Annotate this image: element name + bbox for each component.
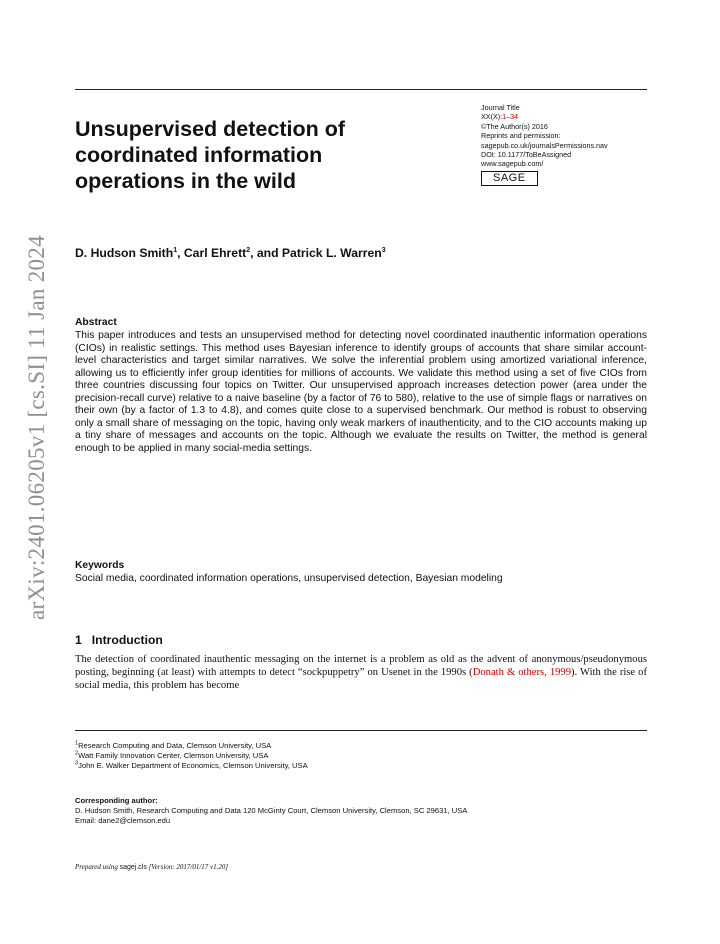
author-list xyxy=(75,246,386,260)
corresponding-email: Email: dane2@clemson.edu xyxy=(75,816,171,825)
journal-volume: XX(X): xyxy=(481,112,503,122)
author-separator: , and xyxy=(250,246,282,260)
sage-logo: SAGE xyxy=(481,171,538,186)
introduction-paragraph xyxy=(75,654,647,693)
journal-pages xyxy=(481,112,608,121)
page-footer xyxy=(75,863,228,871)
affiliation-item xyxy=(75,761,308,771)
journal-info xyxy=(481,103,608,186)
footer-prefix: Prepared using xyxy=(75,863,120,871)
affiliations xyxy=(75,741,308,771)
corresponding-address: D. Hudson Smith, Research Computing and Data 120 McGinty Court, Clemson University, Clemson, SC 29631, USA xyxy=(75,806,468,815)
intro-text-before: The detection of coordinated inauthentic messaging on the internet is a problem as old as the advent of anonymous/pseudonymous posting, beginning (at least) with attempts to detect “sockpuppetry” on Usenet in the 1990s ( xyxy=(75,654,647,678)
journal-copyright: ©The Author(s) 2016 xyxy=(481,121,548,131)
keywords-text: Social media, coordinated information operations, unsupervised detection, Bayesian modeling xyxy=(75,573,503,584)
section-heading-introduction xyxy=(75,633,163,647)
footer-version: [Version: 2017/01/17 v1.20] xyxy=(146,863,229,871)
author-name: Carl Ehrett xyxy=(183,246,247,260)
section-title: Introduction xyxy=(91,633,163,647)
footer-cls: sagej.cls xyxy=(119,864,147,871)
affiliation-sup: 2 xyxy=(75,750,79,757)
journal-reprints-url: sagepub.co.uk/journalsPermissions.nav xyxy=(481,140,608,150)
paper-title: Unsupervised detection of coordinated information operations in the wild xyxy=(75,117,345,193)
journal-name: Journal Title xyxy=(481,103,520,112)
abstract-text: This paper introduces and tests an unsupervised method for detecting novel coordinated inauthentic information operations (CIOs) in realistic settings. This method uses Bayesian inference to identify groups of accounts that share similar account-level characteristics and target similar narratives. We solve the inferential problem using amortized variational inference, allowing us to efficiently infer group identities for millions of accounts. We validate this method using a set of five CIOs from three countries discussing four topics on Twitter. Our unsupervised approach increases detection power (area under the precision-recall curve) relative to a naive baseline (by a factor of 76 to 580), relative to the use of simple flags or narratives on their own (by a factor of 1.3 to 4.8), and comes quite close to a supervised benchmark. Our method is robust to observing only a small share of messaging on the topic, having only weak markers of inauthenticity, and to the CIO accounts making up a tiny share of messages and accounts on the topic. Although we evaluate the results on Twitter, the method is general enough to be applied in many social-media settings. xyxy=(75,330,647,454)
citation-link[interactable]: Donath & others, 1999 xyxy=(472,666,572,678)
pages-sep: – xyxy=(506,112,511,122)
author-name: D. Hudson Smith xyxy=(75,246,174,260)
pages-end-link[interactable]: 34 xyxy=(510,112,519,122)
intro-text-after: ). With the rise of social media, this problem has become xyxy=(75,666,647,691)
affiliation-text: Research Computing and Data, Clemson University, USA xyxy=(78,741,272,750)
author-separator: , xyxy=(177,246,184,260)
affiliation-text: John E. Walker Department of Economics, Clemson University, USA xyxy=(78,761,308,770)
affiliation-sup: 1 xyxy=(75,740,79,747)
top-rule xyxy=(75,89,647,90)
affiliation-text: Watt Family Innovation Center, Clemson University, USA xyxy=(78,751,269,760)
pages-start-link[interactable]: 1 xyxy=(502,112,507,122)
journal-doi: DOI: 10.1177/ToBeAssigned xyxy=(481,150,572,160)
journal-website: www.sagepub.com/ xyxy=(481,159,544,169)
affiliation-item xyxy=(75,741,308,751)
journal-reprints: Reprints and permission: xyxy=(481,131,561,141)
author-sup: 3 xyxy=(381,246,386,254)
affiliation-item xyxy=(75,751,308,761)
corresponding-author xyxy=(75,806,467,826)
arxiv-watermark: arXiv:2401.06205v1 [cs.SI] 11 Jan 2024 xyxy=(24,235,49,620)
keywords-heading: Keywords xyxy=(75,560,125,571)
affiliation-sup: 3 xyxy=(75,760,79,767)
footnote-rule xyxy=(75,730,647,731)
corresponding-author-heading: Corresponding author: xyxy=(75,796,158,805)
author-name: Patrick L. Warren xyxy=(281,246,382,260)
abstract-heading: Abstract xyxy=(75,317,117,328)
section-number: 1 xyxy=(75,633,82,647)
author-sup: 1 xyxy=(173,246,178,254)
author-sup: 2 xyxy=(246,246,251,254)
